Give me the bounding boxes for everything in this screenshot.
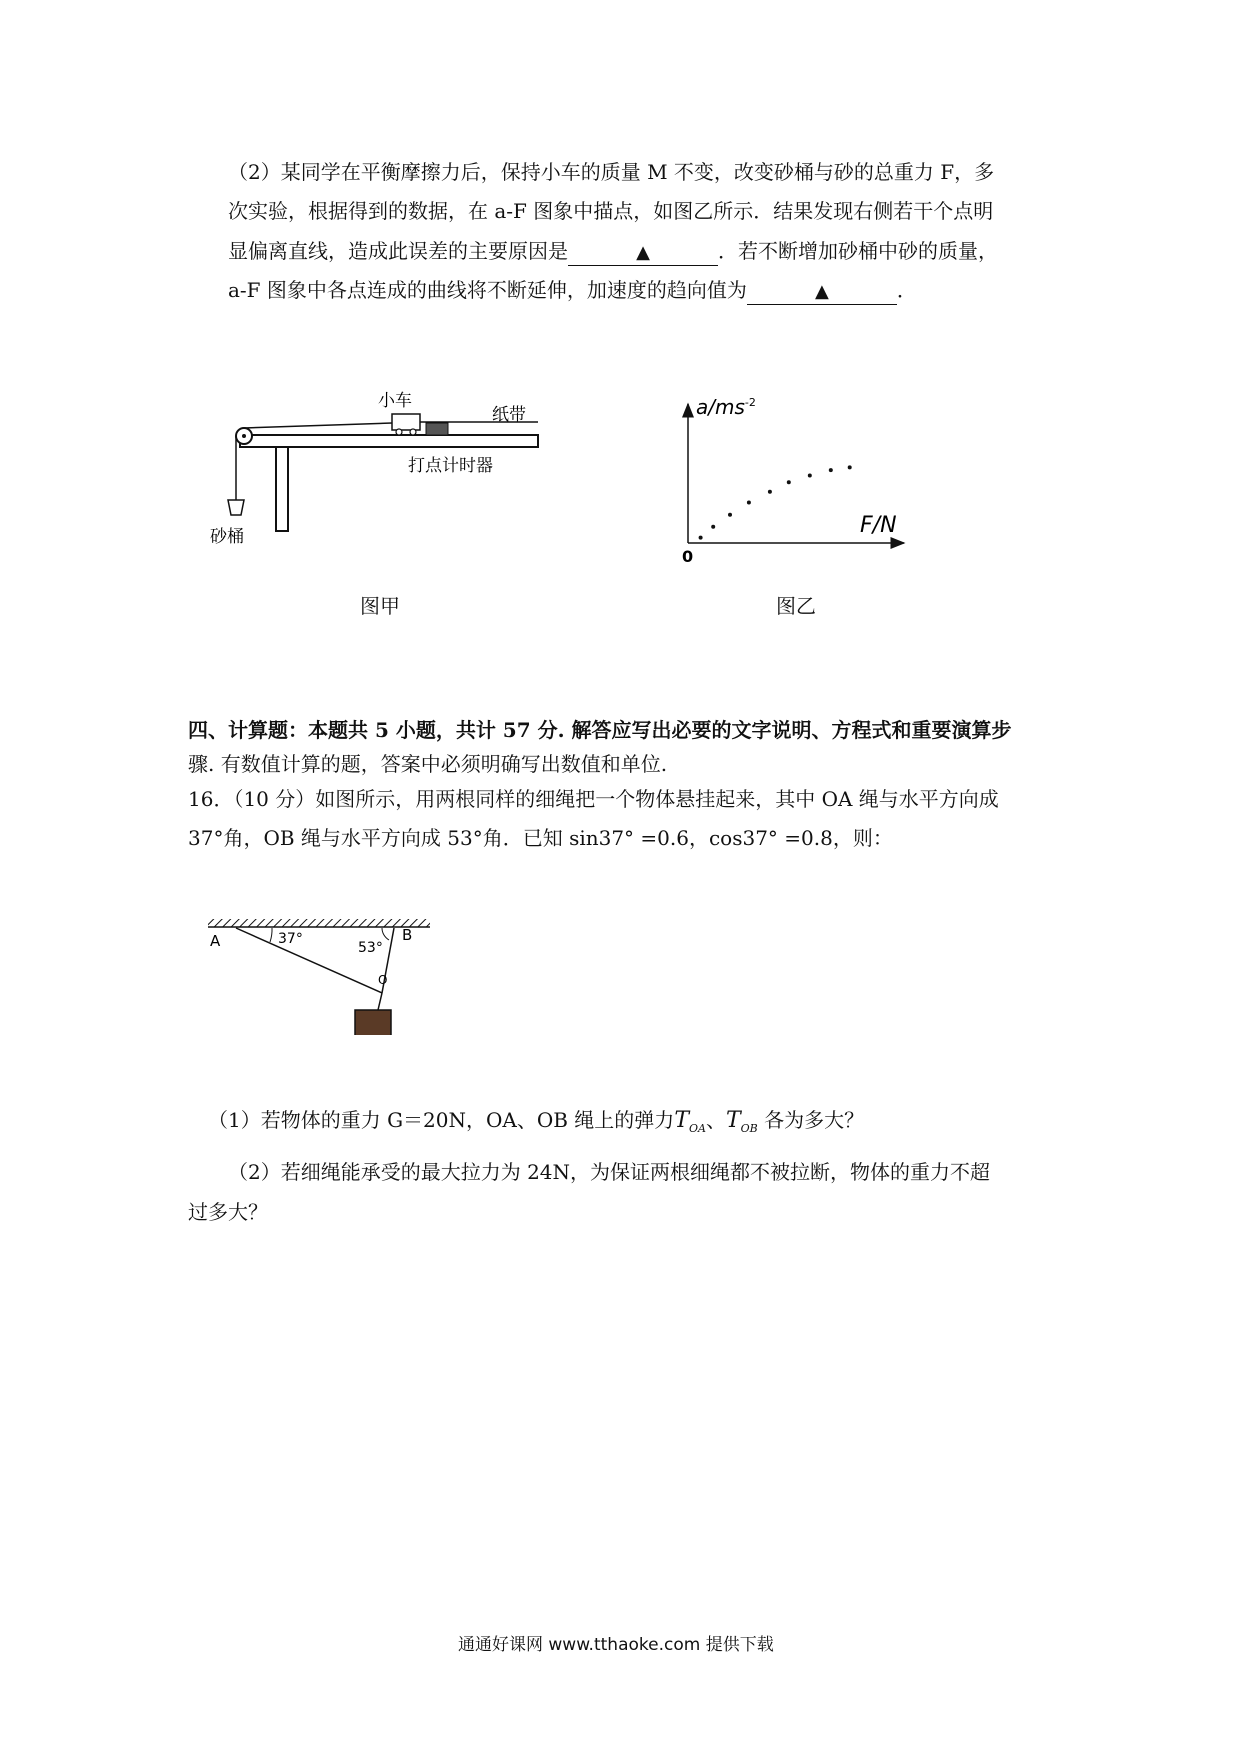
label-tape: 纸带 [492,405,526,425]
rope-o-block [378,993,382,1010]
data-point [711,525,715,529]
y-axis-label-sup: -2 [744,396,756,409]
q16-sub1 [208,1108,864,1141]
angle-label-37: 37° [278,931,303,947]
figure-hanging-object [200,915,440,1035]
data-point [829,468,833,472]
q16-sub1-text: （1）若物体的重力 G＝20N，OA、OB 绳上的弹力 [208,1108,675,1132]
tension-oa-sub: OA [689,1122,706,1135]
label-o: O [378,973,388,987]
y-axis-label-main: a/ms [696,395,745,419]
angle-arc-b [382,928,389,940]
label-car: 小车 [378,391,412,411]
label-a: A [210,932,221,950]
data-point [787,480,791,484]
data-point [747,501,751,505]
blank-mark-2: ▲ [815,281,829,302]
label-timer: 打点计时器 [408,456,493,476]
data-point [808,474,812,478]
answer-blank-2[interactable] [747,280,897,305]
label-b: B [402,926,413,944]
angle-label-53: 53° [358,940,383,956]
part2-line1: （2）某同学在平衡摩擦力后，保持小车的质量 M 不变，改变砂桶与砂的总重力 F，多 [228,160,995,184]
q16-line2: 37°角，OB 绳与水平方向成 53°角．已知 sin37° =0.6，cos37° =0.8，则： [188,826,893,850]
figure-af-chart [660,390,920,570]
blank-mark-1: ▲ [636,242,650,263]
pulley-axle [242,434,246,438]
label-bucket: 砂桶 [210,527,244,547]
cart-icon [392,414,420,430]
data-point [848,465,852,469]
string-horizontal [244,423,392,428]
tension-t-oa: T [674,1108,689,1133]
table-top [240,435,538,447]
part2-line3-tail: ．若不断增加砂桶中砂的质量， [718,239,998,263]
tension-t-ob: T [725,1108,741,1133]
part2-line4-tail: ． [896,278,917,302]
q16-sub2-line1: （2）若细绳能承受的最大拉力为 24N，为保证两根细绳都不被拉断，物体的重力不超 [228,1160,991,1184]
caption-yi: 图乙 [776,594,816,618]
data-point [768,490,772,494]
q16-sub2-line2: 过多大？ [188,1200,268,1224]
part2-line3 [228,239,998,266]
angle-arc-a [270,928,272,942]
tension-ob-sub: OB [740,1122,758,1135]
figure-apparatus [200,390,560,560]
q16-sub1-tail: 各为多大？ [757,1108,865,1132]
sand-bucket-icon [228,500,244,515]
table-leg [276,447,288,531]
cart-wheel [396,429,402,435]
caption-jia: 图甲 [360,594,400,618]
data-point [728,513,732,517]
answer-blank-1[interactable] [568,241,718,266]
data-point [699,536,703,540]
section4-heading-2: 骤. 有数值计算的题，答案中必须明确写出数值和单位. [188,752,668,776]
timer-icon [426,423,448,435]
part2-line3-text: 显偏离直线，造成此误差的主要原因是 [228,239,568,263]
q16-line1: 16．（10 分）如图所示，用两根同样的细绳把一个物体悬挂起来，其中 OA 绳与水平方向成 [188,787,999,811]
part2-line2: 次实验，根据得到的数据，在 a-F 图象中描点，如图乙所示．结果发现右侧若干个点明 [228,199,994,223]
rope-oa [236,928,382,993]
x-axis-label: F/N [860,513,897,538]
hanging-block [355,1010,391,1035]
part2-line4 [228,278,917,305]
section4-heading-1: 四、计算题：本题共 5 小题，共计 57 分. 解答应写出必要的文字说明、方程式和重要演算步 [188,718,1012,742]
part2-line4-text: a-F 图象中各点连成的曲线将不断延伸，加速度的趋向值为 [228,278,747,302]
y-axis-label [696,395,756,419]
origin-label: 0 [682,547,694,566]
ceiling-hatch [208,919,430,927]
q16-sub1-sep: 、 [705,1108,726,1132]
footer-source: 通通好课网 www.tthaoke.com 提供下载 [458,1635,774,1655]
af-scatter-points [699,465,852,539]
cart-wheel [410,429,416,435]
